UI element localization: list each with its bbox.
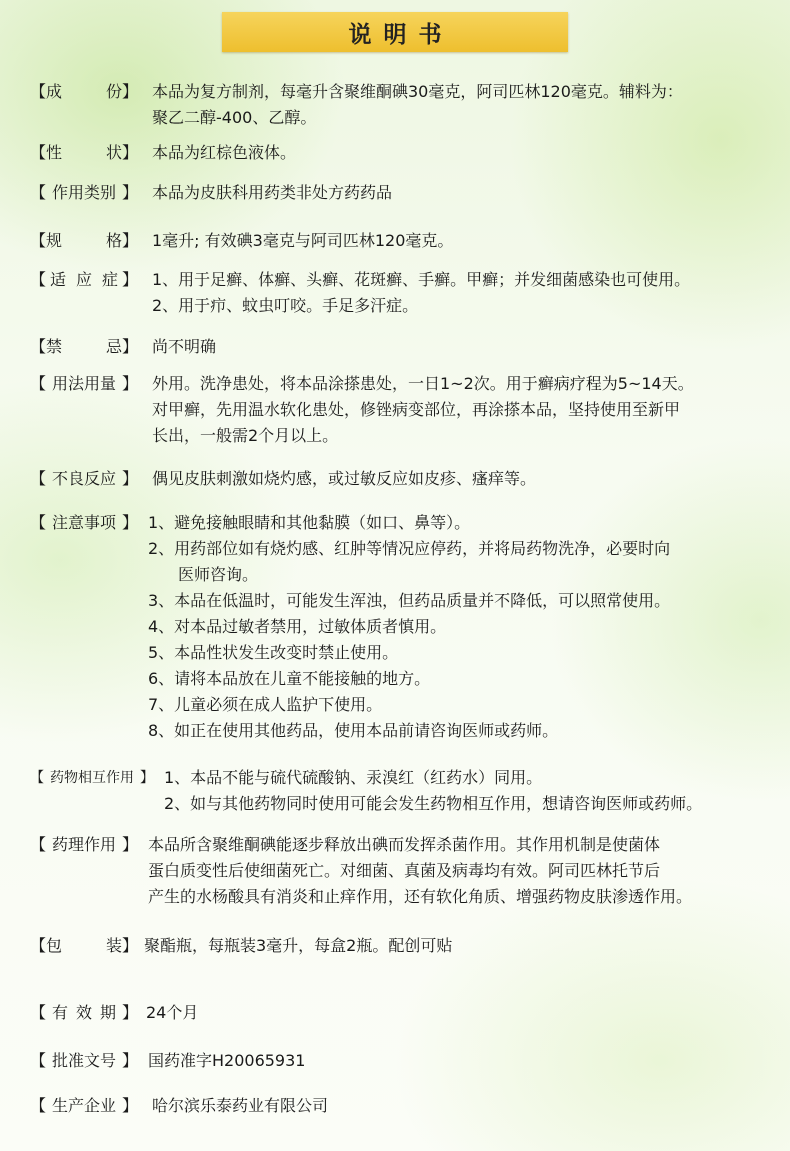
value-appearance: 本品为红棕色液体。 bbox=[152, 143, 297, 162]
value-manufacturer: 哈尔滨乐泰药业有限公司 bbox=[152, 1096, 329, 1115]
value-spec: 1毫升; 有效碘3毫克与阿司匹林120毫克。 bbox=[152, 231, 454, 250]
value-validity: 24个月 bbox=[146, 1003, 199, 1022]
value-contraindications: 尚不明确 bbox=[152, 337, 217, 356]
value-adverse: 偶见皮肤刺激如烧灼感，或过敏反应如皮疹、瘙痒等。 bbox=[152, 469, 537, 488]
value-indications: 1、用于足癣、体癣、头癣、花斑癣、手癣。甲癣；并发细菌感染也可使用。 2、用于疖、蚊虫叮咬。手足多汗症。 bbox=[152, 270, 691, 315]
value-category: 本品为皮肤科用药类非处方药药品 bbox=[152, 183, 393, 202]
value-ingredients: 本品为复方制剂，每毫升含聚维酮碘30毫克，阿司匹林120毫克。辅料为： 聚乙二醇-400、乙醇。 bbox=[152, 82, 683, 127]
value-interactions: 1、本品不能与硫代硫酸钠、汞溴红（红药水）同用。 2、如与其他药物同时使用可能会发生药物相互作用，想请咨询医师或药师。 bbox=[164, 768, 703, 813]
value-pharmacology: 本品所含聚维酮碘能逐步释放出碘而发挥杀菌作用。其作用机制是使菌体 蛋白质变性后使细菌死亡。对细菌、真菌及病毒均有效。阿司匹林托节后 产生的水杨酸具有消炎和止痒作用，还有软化角质、增强药物皮肤渗透作用。 bbox=[148, 835, 693, 906]
value-usage: 外用。洗净患处，将本品涂搽患处，一日1~2次。用于癣病疗程为5~14天。 对甲癣，先用温水软化患处，修锉病变部位，再涂搽本品，坚持使用至新甲 长出，一般需2个月以上。 bbox=[152, 374, 694, 445]
title-banner bbox=[222, 12, 568, 52]
value-approval: 国药准字H20065931 bbox=[148, 1051, 306, 1070]
page-title: 说明书 bbox=[348, 20, 454, 48]
value-precautions: 1、避免接触眼睛和其他黏膜（如口、鼻等）。 2、用药部位如有烧灼感、红肿等情况应停药，并将局药物洗净，必要时向 医师咨询。 3、本品在低温时，可能发生浑浊，但药品质量并不降低，可以照常使用。 4、对本品过敏者禁用，过敏体质者慎用。 5、本品性状发生改变时禁止使用。 6、请将本品放在儿童不能接触的地方。 7、儿童必须在成人监护下使用。 8、如正在使用其他药品，使用本品前请咨询医师或药师。 bbox=[148, 513, 671, 740]
value-packaging: 聚酯瓶，每瓶装3毫升，每盒2瓶。配创可贴 bbox=[144, 936, 453, 955]
